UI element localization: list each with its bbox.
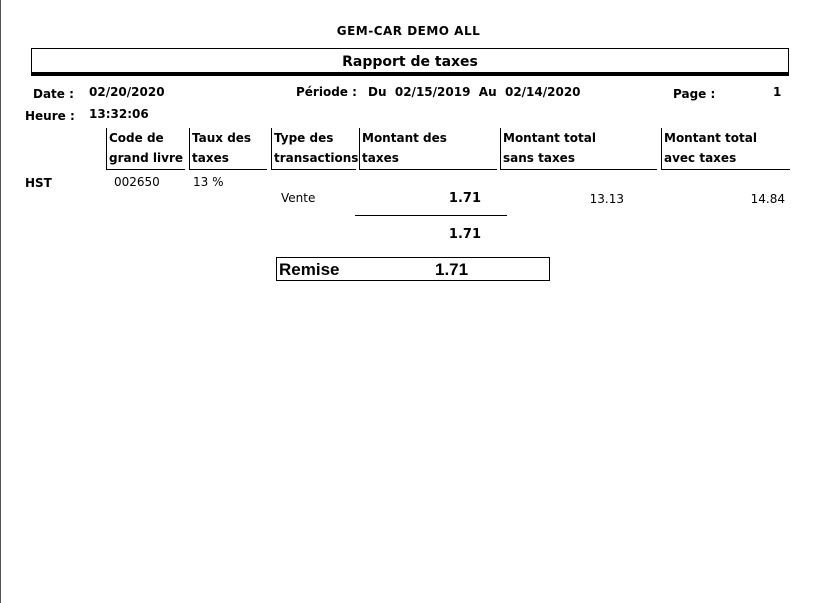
company-name: GEM-CAR DEMO ALL xyxy=(336,24,481,38)
report-title: Rapport de taxes xyxy=(31,48,789,76)
tax-name: HST xyxy=(25,176,52,190)
column-header-transaction-type: Type des transactions xyxy=(271,128,356,170)
period-value: Du 02/15/2019 Au 02/14/2020 xyxy=(368,85,581,99)
page-label: Page : xyxy=(673,87,716,101)
page-number: 1 xyxy=(773,85,782,99)
column-header-total-with-tax: Montant total avec taxes xyxy=(661,128,790,170)
transaction-type: Vente xyxy=(281,191,316,205)
total-without-tax: 13.13 xyxy=(589,192,624,206)
date-value: 02/20/2020 xyxy=(89,85,165,99)
subtotal-amount: 1.71 xyxy=(448,227,481,242)
tax-amount: 1.71 xyxy=(448,191,481,206)
ledger-code: 002650 xyxy=(114,175,160,189)
column-header-total-without-tax: Montant total sans taxes xyxy=(500,128,657,170)
time-label: Heure : xyxy=(25,109,75,123)
period-label: Période : xyxy=(296,85,357,99)
remise-amount: 1.71 xyxy=(435,260,469,279)
subtotal-rule xyxy=(355,215,507,216)
column-header-ledger-code: Code de grand livre xyxy=(106,128,185,170)
remise-box xyxy=(276,257,550,281)
date-label: Date : xyxy=(33,87,74,101)
remise-label: Remise xyxy=(279,260,340,279)
tax-rate: 13 % xyxy=(193,175,224,189)
column-header-tax-rate: Taux des taxes xyxy=(189,128,267,170)
total-with-tax: 14.84 xyxy=(750,192,785,206)
page-left-border xyxy=(0,0,1,603)
column-header-tax-amount: Montant des taxes xyxy=(359,128,497,170)
time-value: 13:32:06 xyxy=(89,107,149,121)
